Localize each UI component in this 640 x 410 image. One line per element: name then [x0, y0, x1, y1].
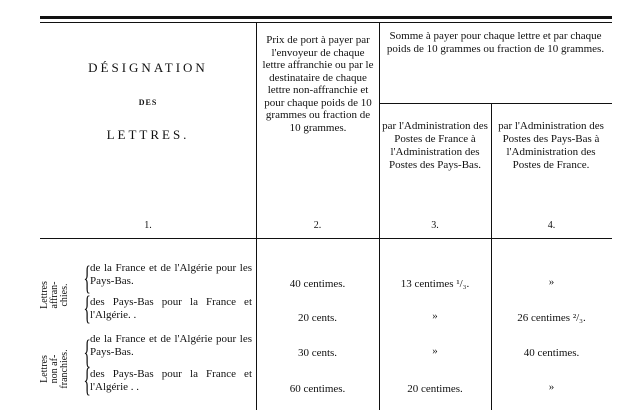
row-1-col2: 40 centimes. [289, 278, 346, 290]
row-1-col3: 13 centimes ¹/₃. [400, 278, 470, 290]
row-2-col4: 26 centimes ²/₃. [517, 312, 586, 324]
row-3-desc: de la France et de l'Algérie pour les Pays-Bas. [90, 333, 252, 358]
col2-header: Prix de port à payer par l'envoyeur de chaque lettre affranchie ou par le destinataire de chaque lettre non-affranchie et pour chaque poids de 10 grammes ou fraction de 10 grammes. [262, 34, 374, 134]
row-2-desc: des Pays-Bas pour la France et l'Algérie. . [90, 296, 252, 321]
brace-group-1: { [83, 260, 91, 297]
group-label-non-affranchies: Lettres non af- franchies. [39, 349, 70, 389]
col1-subtitle: LETTRES. [106, 127, 190, 142]
row-1-desc: de la France et de l'Algérie pour les Pays-Bas. [90, 262, 252, 287]
row-2-col2: 20 cents. [297, 312, 338, 324]
brace-group-2c: { [83, 362, 91, 399]
col1-header [40, 60, 256, 143]
brace-group-2b: { [83, 290, 91, 327]
header-bottom-rule [40, 238, 612, 239]
brace-group-2: { [83, 334, 91, 371]
col3-header: par l'Administration des Postes de France à l'Administration des Postes des Pays-Bas. [382, 120, 488, 171]
group-header: Somme à payer pour chaque lettre et par chaque poids de 10 grammes ou fraction de 10 grammes. [386, 30, 605, 55]
row-1-col4: » [548, 276, 555, 288]
col-divider-3 [491, 103, 492, 410]
col4-number: 4. [547, 220, 556, 231]
col1-des: DES [138, 98, 158, 107]
group-header-rule [379, 103, 612, 104]
row-3-col2: 30 cents. [297, 347, 338, 359]
col1-number: 1. [144, 220, 152, 231]
top-rule-thick [40, 16, 612, 19]
group-label-affranchies: Lettres affran- chies. [39, 281, 70, 309]
row-4-col4: » [548, 381, 555, 393]
col2-number: 2. [313, 220, 322, 231]
row-3-col4: 40 centimes. [523, 347, 580, 359]
col3-number: 3. [431, 220, 439, 231]
row-4-col3: 20 centimes. [407, 383, 463, 395]
col1-title: DÉSIGNATION [88, 60, 208, 75]
row-4-desc: des Pays-Bas pour la France et l'Algérie . . [90, 368, 252, 393]
row-2-col3: » [432, 310, 438, 322]
row-3-col3: » [432, 345, 438, 357]
col4-header: par l'Administration des Postes des Pays-Bas à l'Administration des Postes de France. [498, 120, 604, 171]
top-rule-thin [40, 22, 612, 23]
row-4-col2: 60 centimes. [289, 383, 346, 395]
